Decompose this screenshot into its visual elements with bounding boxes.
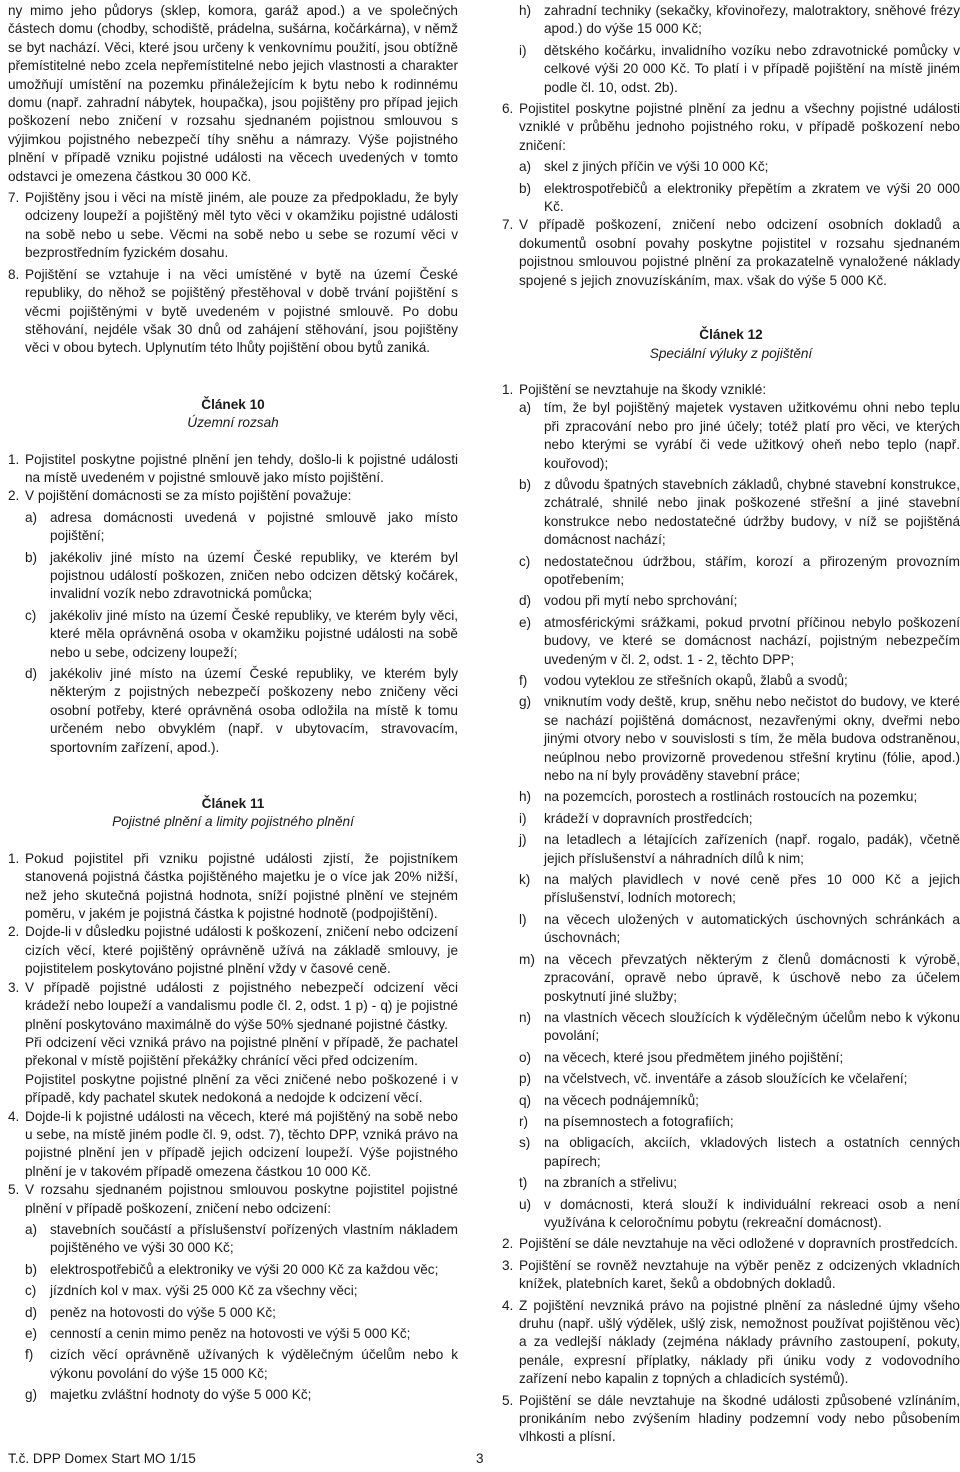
- list-item: 3. V případě pojistné události z pojistného nebezpečí odcizení věci krádeží nebo loupeží a vandalismu podle čl. 2, odst. 1 p) - q) je pojistné plnění poskytováno maximálně do výše 50% sjednané pojistné částky.: [8, 979, 458, 1032]
- sub-item: j) na letadlech a létajících zařízeních (např. rogalo, padák), včetně jejich příslušenství a náhradních dílů k nim;: [519, 832, 960, 866]
- sub-item: f) cizích věcí oprávněně užívaných k výdělečným účelům nebo k výkonu povolání do výše 15 000 Kč;: [25, 1347, 458, 1381]
- sub-item: u) v domácnosti, která slouží k individuální rekreaci osob a není využívána k celoročnímu pobytu (rekreační domácnost).: [519, 1196, 960, 1230]
- sub-item: h) zahradní techniky (sekačky, křovinořezy, malotraktory, sněhové frézy apod.) do výše 15 000 Kč;: [519, 3, 960, 37]
- sub-item: t) na zbraních a střelivu;: [519, 1175, 677, 1191]
- sub-item: f) vodou vyteklou ze střešních okapů, žlabů a svodů;: [519, 673, 848, 688]
- item-paragraph: Při odcizení věci vzniká právo na pojistné plnění v případě, že pachatel překonal v místě pojištění překážky chránící věci před odcizením.: [25, 1034, 458, 1069]
- sub-item: q) na věcech podnájemníků;: [519, 1092, 699, 1108]
- sub-item: r) na písemnostech a fotografiích;: [519, 1113, 734, 1129]
- sub-item: b) jakékoliv jiné místo na území České republiky, ve kterém byl pojistnou událostí poškozen, zničen nebo odcizen dětský kočárek, invalidní vozík nebo zdravotnická pomůcka;: [25, 549, 458, 602]
- article-title: Článek 12: [699, 327, 763, 343]
- list-item: 2. Dojde-li v důsledku pojistné události k poškození, zničení nebo odcizení cizích věcí, které pojištěný oprávněně užívá na základě smlouvy, je pojistitelem poskytováno pojistné plnění vždy v časové ceně.: [8, 924, 458, 977]
- list-item: 1. Pojistitel poskytne pojistné plnění jen tehdy, došlo-li k pojistné události na místě uvedeném v pojistné smlouvě jako místo pojištění.: [8, 451, 458, 485]
- continuation-paragraph: ny mimo jeho půdorys (sklep, komora, garáž apod.) a ve společných částech domu (chodby, schodiště, prádelna, sušárna, kočárkárna), v němž se byt nachází. Věci, které jsou určeny k venkovnímu použití, jsou obtížně přemístitelné nebo zcela nepřemístitelné nebo jejich vlastnosti a charakter umožňují umístění na pozemku přináležejícím k bytu nebo k rodinnému domu (např. zahradní nábytek, houpačka), jsou pojištěny pro případ jejich poškození nebo zničení v rozsahu sjednaném pojistnou smlouvou s výjimkou pojistného nebezpečí tíhy sněhu a námrazy. Výše pojistného plnění v případě vzniku pojistné události na věcech uvedených v tomto odstavci je omezena částkou 30 000 Kč.: [8, 3, 458, 184]
- article-title: Článek 10: [201, 396, 265, 412]
- list-item: 3. Pojištění se rovněž nevztahuje na výběr peněz z odcizených vkladních knížek, platebních karet, šeků a obdobných dokladů.: [502, 1257, 960, 1292]
- list-item: 2. V pojištění domácnosti se za místo pojištění považuje:: [8, 488, 352, 504]
- sub-item: c) jakékoliv jiné místo na území České republiky, ve kterém byly věci, které měla oprávněná osoba v okamžiku pojistné události na sobě nebo u sebe, odcizeny loupeží;: [25, 607, 458, 660]
- list-item: 5. Pojištění se dále nevztahuje na škodné události způsobené vzlínáním, pronikáním nebo zvýšením hladiny podzemní vody nebo působením vlhkosti a plísní.: [502, 1392, 960, 1445]
- sub-item: h) na pozemcích, porostech a rostlinách rostoucích na pozemku;: [519, 789, 918, 805]
- article-subtitle: Speciální výluky z pojištění: [649, 345, 813, 361]
- sub-item: a) tím, že byl pojištěný majetek vystaven užitkovému ohni nebo teplu při zpracování nebo pro jiné účely; totéž platí pro věci, ve kterých nebo kterými se vyrábí či vede užitkový oheň nebo teplo (např. kouřovod);: [519, 400, 960, 471]
- sub-item: e) atmosférickými srážkami, pokud prvotní příčinou nebylo poškození budovy, ve které se domácnost nachází, pojistným nebezpečím uvedeným v čl. 2, odst. 1 - 2, těchto DPP;: [519, 614, 960, 667]
- sub-item: a) adresa domácnosti uvedená v pojistné smlouvě jako místo pojištění;: [25, 509, 458, 544]
- item-paragraph: Pojistitel poskytne pojistné plnění za věci zničené nebo poškozené i v případě, kdy pachatel skutek nedokoná a nedojde k odcizení věcí.: [25, 1071, 458, 1106]
- sub-item: b) z důvodu špatných stavebních základů, chybné stavební konstrukce, zchátralé, shnilé nebo jinak poškozené střešní a jiné stavební konstrukce nebo nedostatečné údržby budovy, v níž se pojištěná domácnost nachází;: [519, 476, 960, 548]
- sub-item: a) skel z jiných příčin ve výši 10 000 Kč;: [519, 159, 769, 175]
- footer-page-number: 3: [476, 1451, 484, 1466]
- sub-item: k) na malých plavidlech v nové ceně přes 10 000 Kč a jejich příslušenství, lodních motorech;: [519, 872, 960, 906]
- list-item: 8. Pojištění se vztahuje i na věci umístěné v bytě na území České republiky, do něhož se pojištěný přestěhoval v době trvání pojištění s věcmi pojištěnými v bytě uvedeném v pojistné smlouvě. Po dobu stěhování, nejdéle však 30 dnů od zahájení stěhování, jsou pojištěny věci v obou bytech. Uplynutím této lhůty pojištění obou bytů zaniká.: [8, 266, 458, 356]
- sub-item: m) na věcech převzatých některým z členů domácnosti k výrobě, zpracování, opravě nebo úpravě, k úschově nebo za účelem poskytnutí jiné služby;: [519, 951, 960, 1004]
- sub-item: p) na včelstvech, vč. inventáře a zásob sloužících ke včelaření;: [519, 1071, 908, 1087]
- sub-item: d) jakékoliv jiné místo na území České republiky, ve kterém byly některým z pojistných nebezpečí poškozeny nebo zničeny věci osobní potřeby, které oprávněná osoba odložila na místě k tomu určeném nebo obvyklém (např. v ubytovacím, stravovacím, sportovním zařízení, apod.).: [25, 666, 458, 755]
- sub-item: b) elektrospotřebičů a elektroniky přepětím a zkratem ve výši 20 000 Kč.: [519, 180, 960, 215]
- sub-item: s) na obligacích, akciích, vkladových listech a ostatních cenných papírech;: [519, 1135, 960, 1169]
- sub-item: g) majetku zvláštní hodnoty do výše 5 000 Kč;: [25, 1387, 312, 1403]
- list-item: 4. Z pojištění nevzniká právo na pojistné plnění za následné újmy všeho druhu (např. ušlý výdělek, ušlý zisk, nemožnost používat pojištěnou věc) a za vedlejší náklady (zejména náklady právního zastoupení, pokuty, penále, expresní příplatky, náklady při úniku vody z vodovodního zařízení nebo kapalin z topných a chladicích systémů).: [502, 1297, 960, 1387]
- footer-document-code: T.č. DPP Domex Start MO 1/15: [8, 1451, 196, 1466]
- list-item: 6. Pojistitel poskytne pojistné plnění za jednu a všechny pojistné události vzniklé v průběhu jednoho pojistného roku, v případě poškození nebo zničení:: [502, 101, 960, 153]
- sub-item: d) vodou při mytí nebo sprchování;: [519, 593, 738, 609]
- sub-item: i) krádeží v dopravních prostředcích;: [519, 810, 753, 826]
- list-item: 7. V případě poškození, zničení nebo odcizení osobních dokladů a dokumentů osobní povahy poskytne pojistitel v rozsahu sjednaném pojistnou smlouvou pojistné plnění za prokazatelně vynaložené náklady spojené s jejich znovuzískáním, max. však do výše 5 000 Kč.: [502, 217, 960, 288]
- right-column: [502, 2, 960, 1447]
- left-column: [8, 2, 458, 1405]
- sub-item: b) elektrospotřebičů a elektroniky ve výši 20 000 Kč za každou věc;: [25, 1261, 439, 1277]
- sub-item: a) stavebních součástí a příslušenství pořízených vlastním nákladem pojištěného ve výši 30 000 Kč;: [25, 1221, 458, 1256]
- article-10-heading: [8, 396, 458, 433]
- sub-item: n) na vlastních věcech sloužících k výdělečným účelům nebo k výkonu povolání;: [519, 1009, 960, 1044]
- sub-item: o) na věcech, které jsou předmětem jiného pojištění;: [519, 1049, 844, 1065]
- article-subtitle: Územní rozsah: [187, 415, 279, 431]
- article-11-heading: [8, 795, 458, 832]
- list-item: 5. V rozsahu sjednaném pojistnou smlouvou poskytne pojistitel pojistné plnění v případě poškození, zničení nebo odcizení:: [8, 1182, 458, 1216]
- article-title: Článek 11: [201, 796, 265, 812]
- sub-item: e) cenností a cenin mimo peněz na hotovosti ve výši 5 000 Kč;: [25, 1326, 411, 1341]
- list-item: 2. Pojištění se dále nevztahuje na věci odložené v dopravních prostředcích.: [502, 1236, 959, 1252]
- sub-item: c) jízdních kol v max. výši 25 000 Kč za všechny věci;: [25, 1283, 358, 1299]
- sub-item: l) na věcech uložených v automatických úschovných schránkách a úschovnách;: [519, 911, 960, 946]
- sub-item: c) nedostatečnou údržbou, stářím, korozí a přirozeným provozním opotřebením;: [519, 553, 960, 587]
- sub-item: i) dětského kočárku, invalidního vozíku nebo zdravotnické pomůcky v celkové výši 20 000 Kč. To platí i v případě pojištění na místě jiném podle čl. 10, odst. 2b).: [519, 42, 960, 95]
- list-item: 4. Dojde-li k pojistné události na věcech, které má pojištěný na sobě nebo u sebe, na místě jiném podle čl. 9, odst. 7), těchto DPP, vzniká právo na pojistné plnění jen v případě jejich odcizení loupeží. Výše pojistného plnění je v takovém případě omezena částkou 10 000 Kč.: [8, 1108, 458, 1179]
- list-item: 1. Pokud pojistitel při vzniku pojistné události zjistí, že pojistníkem stanovená pojistná částka pojištěného majetku je o více jak 20% nižší, než jeho skutečná pojistná hodnota, sníží pojistné plnění ve stejném poměru, v jakém je pojistná částka k pojistné hodnotě (podpojištění).: [8, 850, 458, 922]
- article-subtitle: Pojistné plnění a limity pojistného plnění: [112, 814, 354, 830]
- sub-item: d) peněz na hotovosti do výše 5 000 Kč;: [25, 1304, 276, 1320]
- list-item: 7. Pojištěny jsou i věci na místě jiném, ale pouze za předpokladu, že byly odcizeny loupeží a pojištěný měl tyto věci v okamžiku pojistné události na sobě nebo u sebe. Věcmi na sobě nebo u sebe se rozumí věci v bezprostředním fyzickém dosahu.: [8, 190, 458, 261]
- list-item: 1. Pojištění se nevztahuje na škody vzniklé:: [502, 381, 767, 397]
- article-12-heading: [502, 326, 960, 363]
- sub-item: g) vniknutím vody deště, krup, sněhu nebo nečistot do budovy, ve které se nachází pojištěná domácnost, nezavřenými okny, dveřmi nebo jinými otvory nebo v souvislosti s tím, že měla budova odstraněnou, neúplnou nebo provizorně provedenou střešní krytinu (fólie, apod.) nebo na ní byly prováděny stavební práce;: [519, 694, 960, 784]
